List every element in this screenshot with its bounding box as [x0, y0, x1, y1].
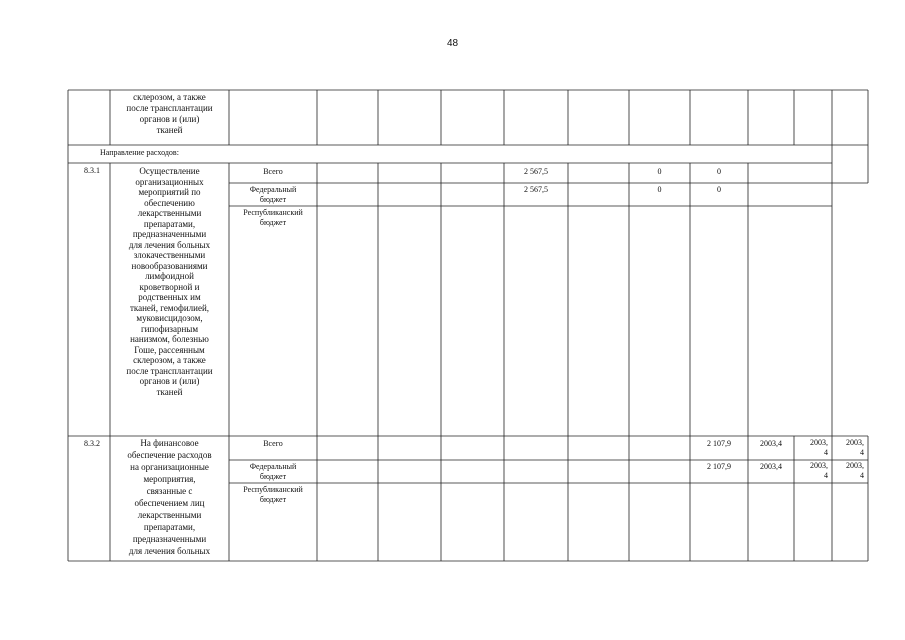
value-cell: 2003, — [846, 461, 864, 470]
source-label: Федеральный — [249, 462, 297, 471]
top-row-name-line: после трансплантации — [126, 103, 213, 113]
value-cell: 2003,4 — [760, 462, 782, 471]
value-cell: 4 — [860, 470, 864, 480]
value-cell: 2003, — [846, 438, 864, 447]
source-label: Республиканский — [243, 208, 303, 217]
row-name-line: тканей, гемофилией, — [129, 302, 210, 313]
source-label: Республиканский — [243, 485, 303, 494]
row-name-line: предназначенными — [132, 229, 207, 239]
row-name-line: после трансплантации — [126, 365, 213, 376]
source-label: бюджет — [259, 494, 287, 504]
row-name-line: лекарственными — [137, 208, 202, 218]
row-name-line: для лечения больных — [128, 239, 211, 250]
row-name-line: муковисцидозом, — [136, 313, 203, 323]
top-row-name-line: органов и (или) — [139, 114, 200, 124]
row-name-line: для лечения больных — [128, 546, 211, 556]
value-cell: 0 — [657, 185, 662, 194]
source-label: бюджет — [259, 194, 287, 204]
section-heading: Направление расходов: — [100, 148, 179, 157]
value-cell: 4 — [824, 470, 828, 480]
row-name-line: обеспечению — [144, 197, 195, 208]
row-name-line: препаратами, — [143, 218, 196, 229]
row-name-line: мероприятий по — [138, 187, 201, 197]
page-number: 48 — [446, 38, 459, 49]
row-name-line: гипофизарным — [140, 323, 199, 334]
row-name-line: органов и (или) — [139, 376, 200, 386]
row-name-line: тканей — [156, 386, 183, 397]
row-name-line: На финансовое — [140, 438, 199, 448]
value-cell: 2 107,9 — [707, 462, 731, 471]
value-cell: 0 — [717, 185, 721, 194]
row-code: 8.3.2 — [84, 439, 100, 448]
source-label: Всего — [263, 167, 283, 176]
top-row-name-line: склерозом, а также — [133, 92, 206, 102]
row-name-line: родственных им — [138, 292, 201, 302]
value-cell: 2003, — [810, 438, 828, 447]
value-cell: 2003, — [810, 461, 828, 470]
row-name-line: новообразованиями — [131, 260, 208, 271]
value-cell: 4 — [860, 447, 864, 457]
row-name-line: Гоше, рассеянным — [134, 344, 205, 355]
value-cell: 2 567,5 — [524, 167, 548, 176]
row-name-line: лимфоидной — [145, 271, 194, 281]
row-name-line: склерозом, а также — [133, 355, 206, 365]
row-name-line: Осуществление — [139, 166, 200, 176]
value-cell: 0 — [717, 167, 721, 176]
row-name-line: мероприятия, — [143, 474, 196, 484]
row-code: 8.3.1 — [84, 166, 100, 175]
row-name-line: организационных — [135, 176, 204, 187]
top-row-name-line: тканей — [156, 125, 183, 135]
row-name-line: на организационные — [130, 462, 209, 472]
source-label: бюджет — [259, 471, 287, 481]
value-cell: 2 107,9 — [707, 439, 731, 448]
row-name-line: лекарственными — [137, 510, 202, 520]
value-cell: 2 567,5 — [524, 185, 548, 194]
row-name-line: предназначенными — [132, 534, 207, 544]
row-name-line: обеспечением лиц — [134, 498, 205, 508]
row-name-line: препаратами, — [143, 522, 196, 532]
source-label: Всего — [263, 439, 283, 448]
value-cell: 0 — [657, 167, 662, 176]
source-label: Федеральный — [249, 185, 297, 194]
row-name-line: злокачественными — [133, 250, 206, 260]
value-cell: 2003,4 — [760, 439, 782, 448]
row-name-line: кроветворной и — [139, 281, 200, 292]
row-name-line: обеспечение расходов — [127, 450, 212, 460]
row-name-line: связанные с — [146, 486, 193, 496]
source-label: бюджет — [259, 217, 287, 227]
row-name-line: нанизмом, болезнью — [130, 334, 209, 344]
value-cell: 4 — [824, 447, 828, 457]
